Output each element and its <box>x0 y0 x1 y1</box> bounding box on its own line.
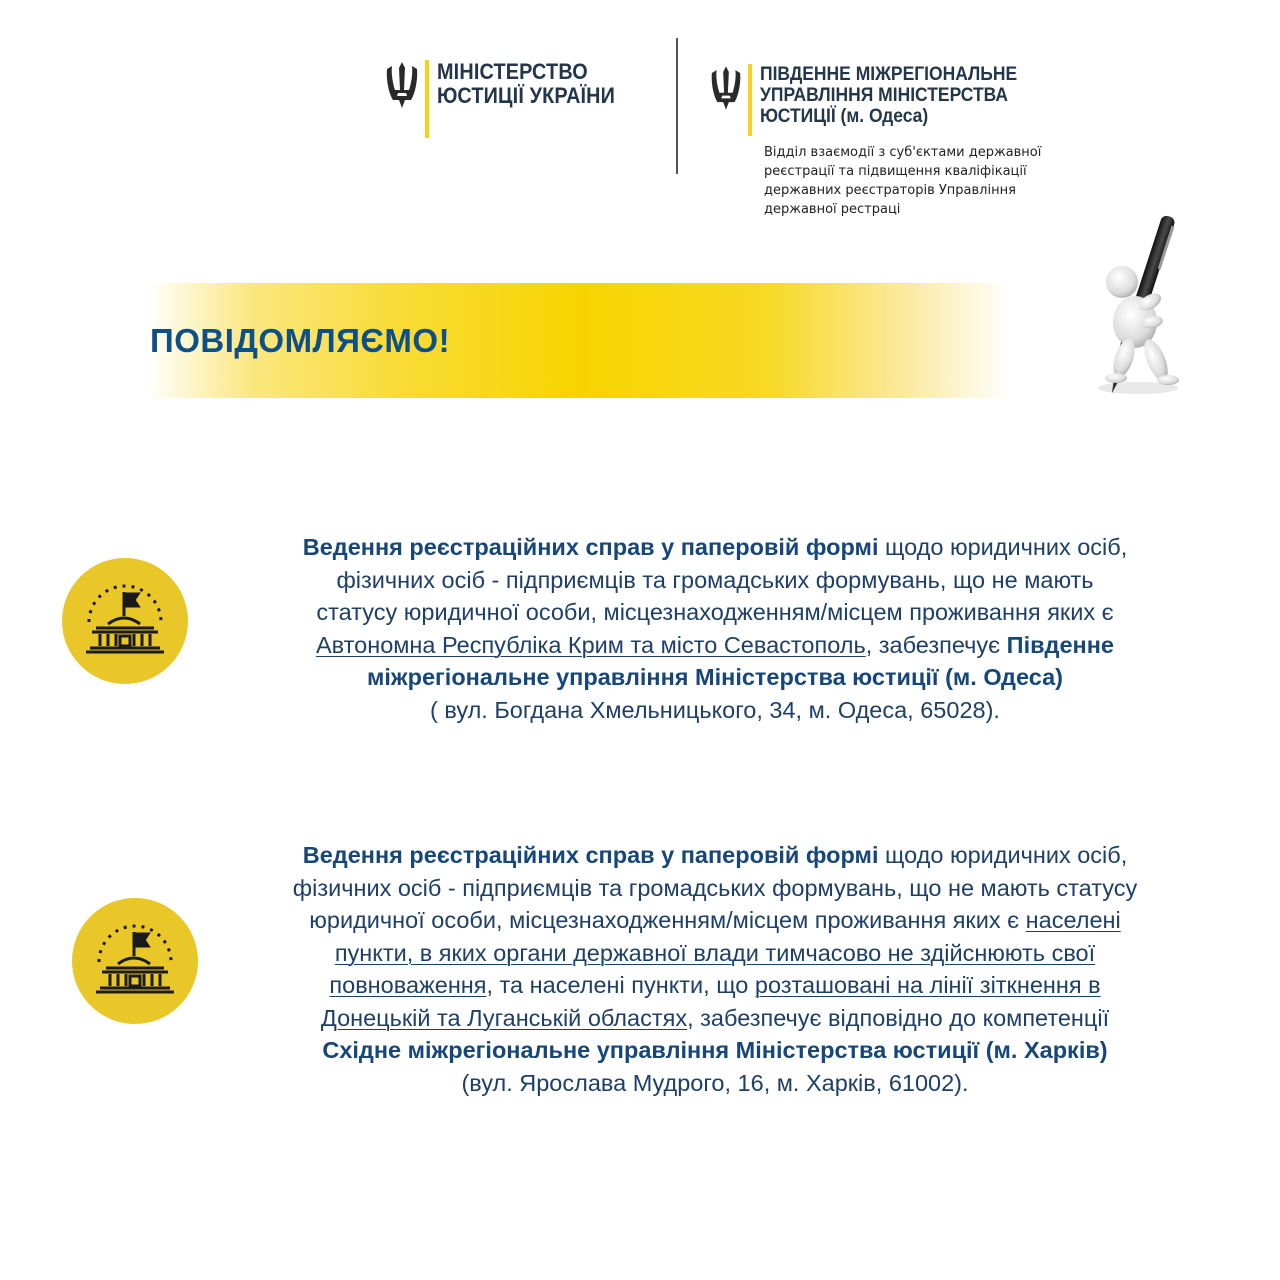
notice-text: юридичної особи, місцезнаходженням/місцем проживання яких є <box>309 907 1026 933</box>
notice-bold-text: міжрегіональне управління Міністерства юстиції (м. Одеса) <box>367 664 1063 690</box>
department-line: державних реєстраторів Управління <box>764 183 1016 198</box>
ministry-logo-line1: МІНІСТЕРСТВО <box>437 59 588 84</box>
office-address: ( вул. Богдана Хмельницького, 34, м. Одеса, 65028). <box>430 696 1000 723</box>
government-building-icon <box>62 558 188 684</box>
banner-title: ПОВІДОМЛЯЄМО! <box>150 322 451 359</box>
territory-link-text: пункти, в яких органи державної влади тимчасово не здійснюють свої <box>334 939 1096 966</box>
notice-text: , забезпечує <box>865 631 1007 658</box>
regional-logo-line1: ПІВДЕННЕ МІЖРЕГІОНАЛЬНЕ <box>760 64 1018 85</box>
logo-divider <box>676 38 678 174</box>
government-building-icon <box>72 898 198 1024</box>
department-name <box>764 143 1084 219</box>
notice-bold-text: Південне <box>1006 631 1114 658</box>
notice-text: , та населені пункти, що <box>486 972 755 998</box>
notice-text: щодо юридичних осіб, <box>878 534 1128 560</box>
ministry-logo <box>385 60 635 138</box>
ministry-logo-line2: ЮСТИЦІЇ УКРАЇНИ <box>437 83 616 108</box>
notice-bold-text: Ведення реєстраційних справ у паперовій формі <box>302 534 879 560</box>
notice-2-badge <box>72 898 198 1024</box>
trident-icon <box>710 64 742 114</box>
notice-text: фізичних осіб - підприємців та громадських формувань, що не мають <box>336 566 1094 593</box>
department-line: державної рестраці <box>764 202 901 217</box>
territory-link-text: розташовані на лінії зіткнення в <box>754 972 1101 998</box>
notice-bold-text: Східне міжрегіональне управління Міністерства юстиції (м. Харків) <box>322 1037 1108 1063</box>
notice-text: , забезпечує відповідно до компетенції <box>687 1004 1110 1031</box>
regional-logo-line3: ЮСТИЦІЇ (м. Одеса) <box>760 106 929 127</box>
notice-2-text <box>190 839 1240 1099</box>
notice-1-text <box>190 531 1240 726</box>
territory-link-text: повноваження <box>329 972 487 998</box>
territory-link-text: Донецькій та Луганській областях <box>320 1004 688 1031</box>
regional-office-logo <box>710 64 1040 136</box>
territory-link-text: населені <box>1025 907 1121 933</box>
notice-bold-text: Ведення реєстраційних справ у паперовій формі <box>302 842 879 868</box>
person-with-pen-icon <box>1080 210 1190 410</box>
notice-1-badge <box>62 558 188 684</box>
notice-text: статусу юридичної особи, місцезнаходженням/місцем проживання яких є <box>316 599 1114 625</box>
territory-link-text: Автономна Республіка Крим та місто Севастополь <box>316 631 866 658</box>
notice-text: фізичних осіб - підприємців та громадських формувань, що не мають статусу <box>292 874 1138 901</box>
department-line: реєстрації та підвищення кваліфікації <box>764 164 1027 179</box>
trident-icon <box>385 60 419 112</box>
regional-logo-line2: УПРАВЛІННЯ МІНІСТЕРСТВА <box>760 85 1009 106</box>
office-address: (вул. Ярослава Мудрого, 16, м. Харків, 61002). <box>461 1069 969 1096</box>
department-line: Відділ взаємодії з суб'єктами державної <box>764 145 1042 160</box>
notice-text: щодо юридичних осіб, <box>878 842 1128 868</box>
